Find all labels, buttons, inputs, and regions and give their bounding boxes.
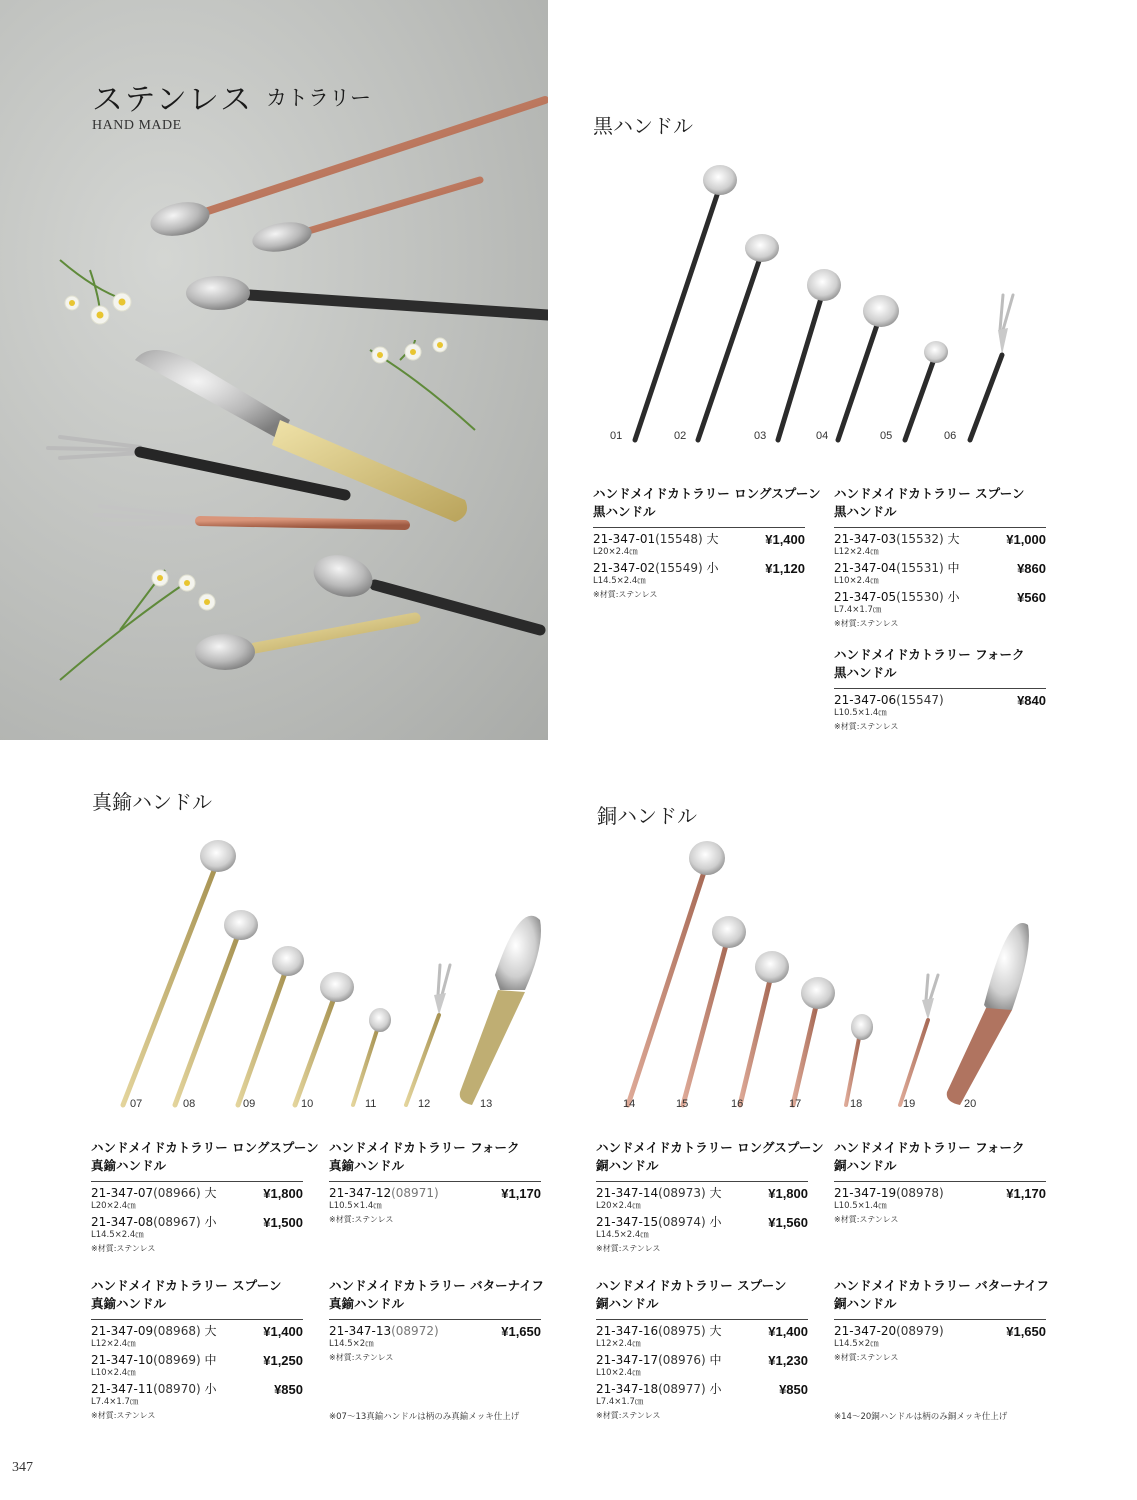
material-note: ※材質:ステンレス <box>834 619 899 628</box>
material-note: ※材質:ステンレス <box>834 1353 899 1362</box>
product-row: 21-347-04(15531) 中 ¥860 <box>834 561 1046 576</box>
product-row: 21-347-03(15532) 大 ¥1,000 <box>834 532 1046 547</box>
price: ¥1,800 <box>768 1186 808 1201</box>
product-subtitle: 真鍮ハンドル <box>91 1158 167 1173</box>
material-note: ※材質:ステンレス <box>91 1411 156 1420</box>
product-block <box>834 1277 1049 1363</box>
item-number: 15 <box>676 1098 689 1110</box>
item-number: 16 <box>731 1098 744 1110</box>
product-row: 21-347-18(08977) 小 ¥850 <box>596 1382 808 1397</box>
product-subtitle: 銅ハンドル <box>834 1296 897 1311</box>
product-row: 21-347-01(15548) 大 ¥1,400 <box>593 532 805 547</box>
product-row: 21-347-06(15547) ¥840 <box>834 693 1046 708</box>
price: ¥1,250 <box>263 1353 303 1368</box>
product-title: ハンドメイドカトラリー フォーク <box>834 1140 1025 1155</box>
price: ¥1,400 <box>768 1324 808 1339</box>
product-title: ハンドメイドカトラリー スプーン <box>596 1278 787 1293</box>
divider <box>329 1319 541 1320</box>
product-size: L14.5×2㎝ <box>834 1339 879 1349</box>
product-row: 21-347-14(08973) 大 ¥1,800 <box>596 1186 808 1201</box>
item-number: 11 <box>365 1098 377 1110</box>
product-block <box>91 1277 303 1421</box>
item-number: 07 <box>130 1098 143 1110</box>
product-row: 21-347-19(08978) ¥1,170 <box>834 1186 1046 1201</box>
product-block <box>329 1139 541 1225</box>
product-title: ハンドメイドカトラリー フォーク <box>834 647 1025 662</box>
product-row: 21-347-08(08967) 小 ¥1,500 <box>91 1215 303 1230</box>
product-size: L10.5×1.4㎝ <box>834 708 887 718</box>
product-subtitle: 黒ハンドル <box>593 504 656 519</box>
product-block <box>834 1139 1046 1225</box>
product-subtitle: 真鍮ハンドル <box>91 1296 167 1311</box>
product-size: L7.4×1.7㎝ <box>834 605 882 615</box>
item-number: 17 <box>789 1098 802 1110</box>
product-block <box>834 485 1046 629</box>
product-block <box>91 1139 319 1254</box>
price: ¥1,560 <box>768 1215 808 1230</box>
product-title: ハンドメイドカトラリー バターナイフ <box>834 1278 1049 1293</box>
product-subtitle: 真鍮ハンドル <box>329 1296 405 1311</box>
material-note: ※材質:ステンレス <box>593 590 658 599</box>
product-subtitle: 銅ハンドル <box>834 1158 897 1173</box>
black-handle-products-illustration <box>600 150 1060 450</box>
divider <box>91 1181 303 1182</box>
material-note: ※材質:ステンレス <box>834 722 899 731</box>
price: ¥1,170 <box>1006 1186 1046 1201</box>
hero-photo <box>0 0 548 740</box>
item-number: 18 <box>850 1098 863 1110</box>
price: ¥560 <box>1017 590 1046 605</box>
product-title: ハンドメイドカトラリー ロングスプーン <box>593 486 821 501</box>
product-title: ハンドメイドカトラリー スプーン <box>834 486 1025 501</box>
product-size: L20×2.4㎝ <box>596 1201 641 1211</box>
price: ¥1,230 <box>768 1353 808 1368</box>
product-title: ハンドメイドカトラリー バターナイフ <box>329 1278 544 1293</box>
price: ¥1,000 <box>1006 532 1046 547</box>
divider <box>834 688 1046 689</box>
product-size: L10×2.4㎝ <box>834 576 879 586</box>
item-number: 10 <box>301 1098 314 1110</box>
product-block <box>596 1139 824 1254</box>
price: ¥1,500 <box>263 1215 303 1230</box>
material-note: ※材質:ステンレス <box>596 1411 661 1420</box>
brass-handle-products-illustration <box>100 830 550 1115</box>
product-row: 21-347-11(08970) 小 ¥850 <box>91 1382 303 1397</box>
price: ¥850 <box>274 1382 303 1397</box>
item-number: 06 <box>944 430 957 442</box>
price: ¥1,400 <box>765 532 805 547</box>
product-size: L14.5×2㎝ <box>329 1339 374 1349</box>
divider <box>596 1181 808 1182</box>
material-note: ※材質:ステンレス <box>329 1215 394 1224</box>
price: ¥860 <box>1017 561 1046 576</box>
product-row: 21-347-12(08971) ¥1,170 <box>329 1186 541 1201</box>
brass-plating-note: ※07〜13真鍮ハンドルは柄のみ真鍮メッキ仕上げ <box>329 1412 520 1422</box>
divider <box>834 1319 1046 1320</box>
item-number: 19 <box>903 1098 916 1110</box>
divider <box>834 527 1046 528</box>
item-number: 13 <box>480 1098 493 1110</box>
product-subtitle: 銅ハンドル <box>596 1158 659 1173</box>
product-row: 21-347-20(08979) ¥1,650 <box>834 1324 1046 1339</box>
product-size: L20×2.4㎝ <box>593 547 638 557</box>
copper-handle-products-illustration <box>600 830 1050 1115</box>
product-subtitle: 黒ハンドル <box>834 504 897 519</box>
divider <box>834 1181 1046 1182</box>
product-block <box>593 485 821 600</box>
item-number: 09 <box>243 1098 256 1110</box>
product-size: L14.5×2.4㎝ <box>91 1230 144 1240</box>
product-row: 21-347-13(08972) ¥1,650 <box>329 1324 541 1339</box>
price: ¥1,800 <box>263 1186 303 1201</box>
product-row: 21-347-02(15549) 小 ¥1,120 <box>593 561 805 576</box>
page-number: 347 <box>12 1460 33 1475</box>
hero-title: ステンレス <box>92 82 254 118</box>
price: ¥1,650 <box>1006 1324 1046 1339</box>
price: ¥840 <box>1017 693 1046 708</box>
section-title-black: 黒ハンドル <box>593 114 693 138</box>
item-number: 01 <box>610 430 623 442</box>
product-size: L14.5×2.4㎝ <box>596 1230 649 1240</box>
product-subtitle: 真鍮ハンドル <box>329 1158 405 1173</box>
product-row: 21-347-17(08976) 中 ¥1,230 <box>596 1353 808 1368</box>
price: ¥1,170 <box>501 1186 541 1201</box>
product-size: L12×2.4㎝ <box>91 1339 136 1349</box>
product-size: L7.4×1.7㎝ <box>91 1397 139 1407</box>
product-title: ハンドメイドカトラリー ロングスプーン <box>91 1140 319 1155</box>
material-note: ※材質:ステンレス <box>329 1353 394 1362</box>
product-size: L10×2.4㎝ <box>596 1368 641 1378</box>
product-block <box>596 1277 808 1421</box>
product-row: 21-347-07(08966) 大 ¥1,800 <box>91 1186 303 1201</box>
divider <box>329 1181 541 1182</box>
price: ¥1,650 <box>501 1324 541 1339</box>
hero-tag: HAND MADE <box>92 118 182 133</box>
item-number: 12 <box>418 1098 431 1110</box>
price: ¥1,120 <box>765 561 805 576</box>
item-number: 02 <box>674 430 687 442</box>
price: ¥850 <box>779 1382 808 1397</box>
price: ¥1,400 <box>263 1324 303 1339</box>
material-note: ※材質:ステンレス <box>91 1244 156 1253</box>
product-row: 21-347-10(08969) 中 ¥1,250 <box>91 1353 303 1368</box>
item-number: 14 <box>623 1098 636 1110</box>
product-size: L20×2.4㎝ <box>91 1201 136 1211</box>
section-title-brass: 真鍮ハンドル <box>92 790 212 814</box>
item-number: 20 <box>964 1098 977 1110</box>
product-block <box>834 646 1046 732</box>
material-note: ※材質:ステンレス <box>596 1244 661 1253</box>
divider <box>593 527 805 528</box>
product-size: L12×2.4㎝ <box>834 547 879 557</box>
product-size: L14.5×2.4㎝ <box>593 576 646 586</box>
product-block <box>329 1277 544 1363</box>
product-title: ハンドメイドカトラリー フォーク <box>329 1140 520 1155</box>
hero-subtitle: カトラリー <box>266 86 371 110</box>
product-title: ハンドメイドカトラリー スプーン <box>91 1278 282 1293</box>
product-size: L12×2.4㎝ <box>596 1339 641 1349</box>
copper-plating-note: ※14〜20銅ハンドルは柄のみ銅メッキ仕上げ <box>834 1412 1008 1422</box>
item-number: 03 <box>754 430 767 442</box>
item-number: 04 <box>816 430 829 442</box>
item-number: 05 <box>880 430 893 442</box>
product-row: 21-347-09(08968) 大 ¥1,400 <box>91 1324 303 1339</box>
product-row: 21-347-05(15530) 小 ¥560 <box>834 590 1046 605</box>
item-number: 08 <box>183 1098 196 1110</box>
divider <box>596 1319 808 1320</box>
material-note: ※材質:ステンレス <box>834 1215 899 1224</box>
product-subtitle: 黒ハンドル <box>834 665 897 680</box>
product-row: 21-347-16(08975) 大 ¥1,400 <box>596 1324 808 1339</box>
product-title: ハンドメイドカトラリー ロングスプーン <box>596 1140 824 1155</box>
divider <box>91 1319 303 1320</box>
product-size: L10.5×1.4㎝ <box>329 1201 382 1211</box>
product-subtitle: 銅ハンドル <box>596 1296 659 1311</box>
section-title-copper: 銅ハンドル <box>597 804 697 828</box>
product-size: L7.4×1.7㎝ <box>596 1397 644 1407</box>
product-size: L10.5×1.4㎝ <box>834 1201 887 1211</box>
product-size: L10×2.4㎝ <box>91 1368 136 1378</box>
product-row: 21-347-15(08974) 小 ¥1,560 <box>596 1215 808 1230</box>
